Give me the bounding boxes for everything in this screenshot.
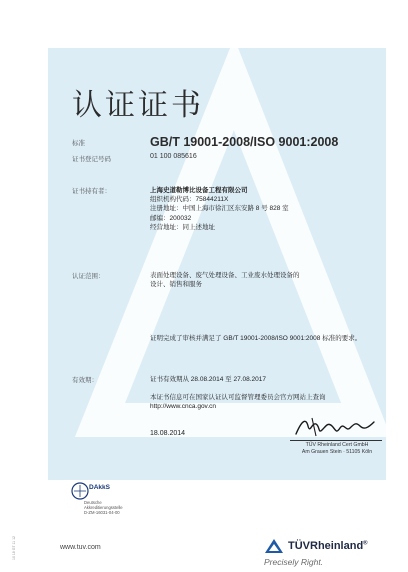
brand-name [288,540,368,552]
tuv-triangle-icon [264,538,284,554]
scope-line-2: 设计、销售和服务 [150,281,202,289]
holder-postcode: 邮编：200032 [150,214,192,222]
brand-slogan: Precisely Right. [264,557,324,567]
holder-org-code: 组织机构代码：75844211X [150,196,229,204]
info-url: http://www.cnca.gov.cn [150,403,216,411]
certificate-title: 认证证书 [72,88,204,123]
brand-text: TÜVRheinland [288,540,364,552]
holder-name: 上海史道勒博比设备工程有限公司 [150,187,248,194]
holder-address: 注册地址：中国上海市徐汇区东安路 8 号 828 室 [150,205,289,213]
validity-text: 证书有效期从 28.08.2014 至 27.08.2017 [150,376,266,383]
dakks-mark: DAkkS [89,484,110,491]
dakks-line-3: D-ZM-16031-04-00 [84,510,120,515]
info-line-1: 本证书信息可在国家认证认可监督管理委员会官方网站上查询 [150,394,326,401]
scope-label: 认证范围： [72,273,105,280]
registered-mark: ® [363,540,368,547]
confirmation-text: 证明完成了审核并满足了 GB/T 19001-2008/ISO 9001:2008 标准的要求。 [150,335,362,342]
dakks-line-1: Deutsche [84,500,102,505]
holder-business-address: 经营地址：同上述地址 [150,223,215,231]
issuer-block [291,442,383,456]
side-reference-text: 10 18 GT 11 12 [12,536,16,560]
website-link[interactable]: www.tuv.com [60,544,101,551]
issuer-address: Am Grauen Stein · 51105 Köln [301,449,373,455]
registration-number: 01 100 085616 [150,153,197,160]
dakks-logo-icon [70,482,90,500]
scope-line-1: 表面处理设备、废气处理设备、工业废水处理设备的 [150,272,300,279]
scope-block [150,271,300,289]
info-block [150,393,326,411]
issue-date: 18.08.2014 [150,430,186,437]
standard-label: 标准 [72,140,85,147]
standard-value: GB/T 19001-2008/ISO 9001:2008 [150,135,339,149]
signature-line [290,440,382,441]
registration-label: 证书登记号码 [72,156,111,163]
dakks-line-2: Akkreditierungsstelle [84,505,123,510]
holder-label: 证书持有者： [72,188,111,195]
signature-icon [292,416,380,440]
holder-block [150,186,289,232]
validity-label: 有效期： [72,377,98,384]
issuer-name: TÜV Rheinland Cert GmbH [305,442,369,448]
dakks-text [84,500,123,515]
